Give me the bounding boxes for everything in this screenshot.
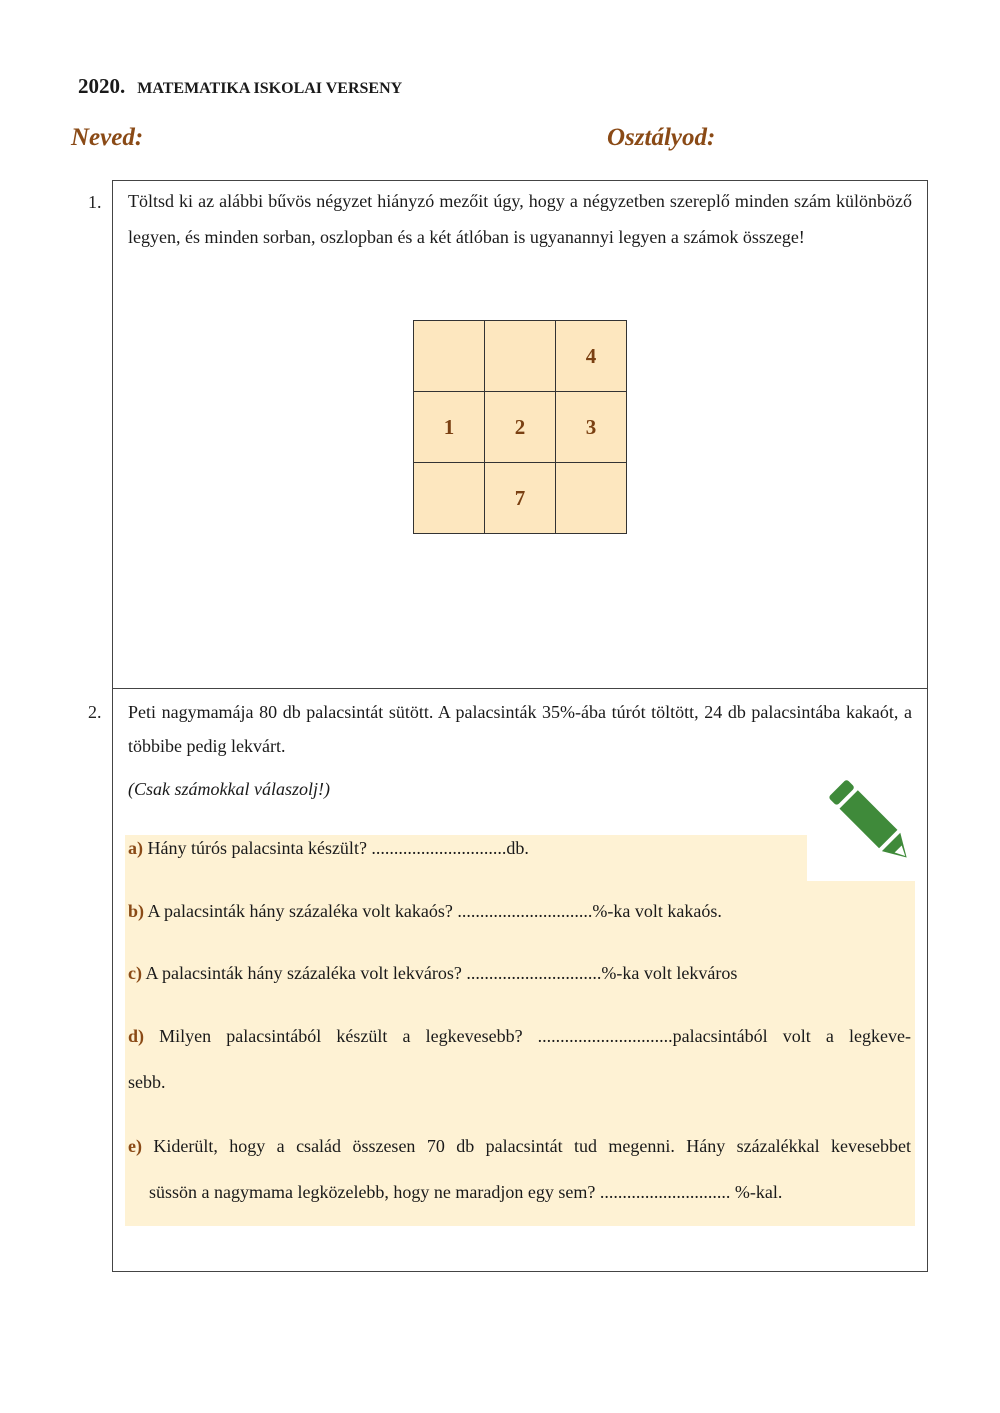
answer-text-a: Hány túrós palacsinta készült? ..............................db. [143,838,529,858]
magic-cell-r1c1[interactable] [414,321,485,392]
page-header [78,74,402,99]
question-1-box [112,180,928,689]
answer-text-e: Kiderült, hogy a család összesen 70 db palacsintát tud megenni. Hány százalékkal kevesebbet [141,1136,911,1156]
question-2-text: Peti nagymamája 80 db palacsintát sütött. A palacsinták 35%-ába túrót töltött, 24 db palacsintába kakaót, a többibe pedig lekvárt. [128,702,912,756]
question-2-note: (Csak számokkal válaszolj!) [128,779,330,799]
header-title: MATEMATIKA ISKOLAI VERSENY [137,80,403,97]
answer-line-e-continuation: süssön a nagymama legközelebb, hogy ne maradjon egy sem? ............................. %-kal. [149,1182,783,1202]
answer-text-d: Milyen palacsintából készült a legkevesebb? ..............................palacsintából volt a legkeve- [144,1026,911,1046]
answer-line-a[interactable] [128,825,911,871]
question-2-box [112,688,928,1272]
magic-cell-r3c3[interactable] [556,463,627,534]
question-1-number: 1. [88,192,102,212]
answer-letter-e: e) [128,1136,142,1156]
answer-line-d-continuation: sebb. [128,1072,166,1092]
magic-cell-r2c3: 3 [556,392,627,463]
header-year: 2020. [78,74,126,98]
magic-cell-r3c1[interactable] [414,463,485,534]
question-2-number: 2. [88,702,102,722]
magic-cell-r2c2: 2 [485,392,556,463]
answer-letter-b: b) [128,901,145,921]
answer-text-c: A palacsinták hány százaléka volt lekváros? ..............................%-ka volt lekváros [141,963,738,983]
magic-cell-r3c2: 7 [485,463,556,534]
magic-square-grid [413,320,627,534]
magic-cell-r1c3: 4 [556,321,627,392]
answer-line-e[interactable] [128,1123,911,1169]
answer-letter-c: c) [128,963,142,983]
question-1-text: Töltsd ki az alábbi bűvös négyzet hiányzó mezőit úgy, hogy a négyzetben szereplő minden szám különböző legyen, és minden sorban, oszlopban és a két átlóban is ugyanannyi legyen a számok összege! [128,191,912,247]
name-label: Neved: [71,124,144,151]
answer-letter-a: a) [128,838,143,858]
answer-line-c[interactable] [128,950,911,996]
answer-line-d[interactable] [128,1013,911,1059]
class-label: Osztályod: [607,124,716,151]
magic-cell-r1c2[interactable] [485,321,556,392]
answer-text-b: A palacsinták hány százaléka volt kakaós? ..............................%-ka volt kakaós. [144,901,722,921]
magic-cell-r2c1: 1 [414,392,485,463]
answer-line-b[interactable] [128,888,911,934]
answer-letter-d: d) [128,1026,145,1046]
